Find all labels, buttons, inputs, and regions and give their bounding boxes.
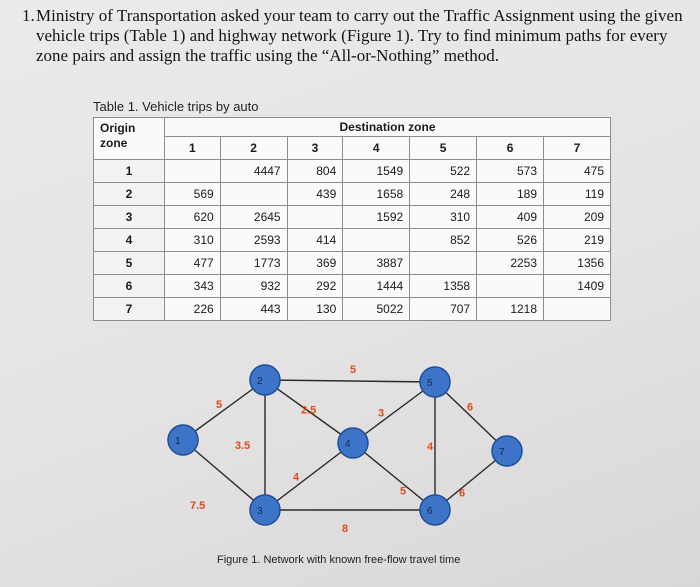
origin-zone-cell: 2	[94, 183, 165, 206]
network-node	[250, 365, 280, 395]
network-edge	[353, 443, 435, 510]
node-label: 7	[499, 447, 505, 458]
edge-time-label: 5	[216, 399, 223, 411]
node-label: 1	[175, 436, 181, 447]
edge-time-label: 3.5	[235, 440, 251, 452]
trip-cell: 707	[410, 298, 477, 321]
question-text	[22, 6, 687, 66]
trip-cell: 1358	[410, 275, 477, 298]
trip-cell	[220, 183, 287, 206]
origin-zone-cell: 1	[94, 160, 165, 183]
trip-cell: 2253	[477, 252, 544, 275]
trip-cell: 219	[544, 229, 611, 252]
trip-cell: 189	[477, 183, 544, 206]
trip-cell: 3887	[343, 252, 410, 275]
origin-zone-cell: 5	[94, 252, 165, 275]
trip-cell: 1409	[544, 275, 611, 298]
trip-cell: 569	[165, 183, 221, 206]
node-label: 3	[257, 506, 263, 517]
trip-cell: 414	[287, 229, 343, 252]
question-body: Ministry of Transportation asked your team to carry out the Traffic Assignment using the given vehicle trips (Table 1) and highway network (Figure 1). Try to find minimum paths for every zone pairs and assign the traffic using the “All-or-Nothing” method.	[36, 6, 683, 65]
question-number: 1.	[22, 6, 35, 25]
table-row	[94, 298, 611, 321]
trip-cell: 852	[410, 229, 477, 252]
trip-cell: 620	[165, 206, 221, 229]
trip-cell: 226	[165, 298, 221, 321]
trip-cell: 5022	[343, 298, 410, 321]
trip-cell: 1592	[343, 206, 410, 229]
table-row	[94, 229, 611, 252]
trip-cell: 1658	[343, 183, 410, 206]
trip-cell: 1356	[544, 252, 611, 275]
network-nodes	[168, 365, 522, 525]
origin-zone-cell: 3	[94, 206, 165, 229]
table-row	[94, 275, 611, 298]
edge-time-label: 6	[467, 401, 474, 414]
destination-column-header: 5	[410, 137, 477, 160]
network-node	[168, 425, 198, 455]
trip-cell: 292	[287, 275, 343, 298]
destination-column-header: 6	[477, 137, 544, 160]
trip-cell	[165, 160, 221, 183]
trip-cell: 475	[544, 160, 611, 183]
table-row	[94, 206, 611, 229]
table-row	[94, 252, 611, 275]
edge-time-label: 5	[400, 485, 407, 498]
origin-zone-cell: 6	[94, 275, 165, 298]
node-label: 4	[345, 439, 351, 450]
network-node	[420, 367, 450, 397]
trip-cell: 2645	[220, 206, 287, 229]
trip-cell: 477	[165, 252, 221, 275]
trip-cell	[343, 229, 410, 252]
trip-cell: 1549	[343, 160, 410, 183]
network-node	[420, 495, 450, 525]
trip-cell: 804	[287, 160, 343, 183]
destination-zone-header: Destination zone	[165, 118, 611, 137]
network-edge	[265, 443, 353, 510]
trip-cell: 369	[287, 252, 343, 275]
trip-cell	[287, 206, 343, 229]
trip-cell: 1773	[220, 252, 287, 275]
trip-cell: 2593	[220, 229, 287, 252]
network-node	[338, 428, 368, 458]
trip-cell: 4447	[220, 160, 287, 183]
network-edge	[265, 380, 435, 382]
trip-cell: 130	[287, 298, 343, 321]
destination-column-header: 7	[544, 137, 611, 160]
column-header-row	[94, 137, 611, 160]
trip-cell: 932	[220, 275, 287, 298]
trip-table	[93, 117, 611, 321]
trip-cell: 310	[165, 229, 221, 252]
edge-time-label: 3	[378, 407, 385, 420]
trip-cell	[477, 275, 544, 298]
edge-time-label: 4	[427, 441, 434, 453]
trip-cell: 343	[165, 275, 221, 298]
node-label: 2	[257, 376, 263, 387]
destination-column-header: 3	[287, 137, 343, 160]
trip-cell: 522	[410, 160, 477, 183]
edge-time-label: 6	[459, 487, 466, 500]
trip-cell: 209	[544, 206, 611, 229]
trip-table-body	[94, 160, 611, 321]
destination-column-header: 2	[220, 137, 287, 160]
edge-time-label: 4	[293, 471, 300, 484]
origin-zone-cell: 4	[94, 229, 165, 252]
node-label: 6	[427, 506, 433, 517]
destination-column-header: 4	[343, 137, 410, 160]
edge-time-label: 8	[342, 523, 349, 535]
network-node	[492, 436, 522, 466]
trip-cell: 1218	[477, 298, 544, 321]
trip-cell: 119	[544, 183, 611, 206]
table-row	[94, 160, 611, 183]
network-node	[250, 495, 280, 525]
destination-column-header: 1	[165, 137, 221, 160]
table-row	[94, 183, 611, 206]
trip-cell: 409	[477, 206, 544, 229]
trip-cell	[544, 298, 611, 321]
table-caption: Table 1. Vehicle trips by auto	[93, 99, 259, 114]
trip-cell: 443	[220, 298, 287, 321]
network-figure	[150, 352, 530, 552]
origin-zone-header: Origin zone	[94, 118, 165, 160]
figure-caption: Figure 1. Network with known free-flow travel time	[217, 554, 461, 566]
edge-time-label: 7.5	[190, 500, 206, 512]
trip-cell: 248	[410, 183, 477, 206]
edge-time-label: 2.5	[301, 404, 317, 417]
trip-cell: 310	[410, 206, 477, 229]
trip-cell	[410, 252, 477, 275]
trip-cell: 1444	[343, 275, 410, 298]
trip-cell: 439	[287, 183, 343, 206]
trip-cell: 526	[477, 229, 544, 252]
trip-cell: 573	[477, 160, 544, 183]
edge-time-label: 5	[350, 364, 357, 376]
node-label: 5	[427, 378, 433, 389]
origin-zone-cell: 7	[94, 298, 165, 321]
